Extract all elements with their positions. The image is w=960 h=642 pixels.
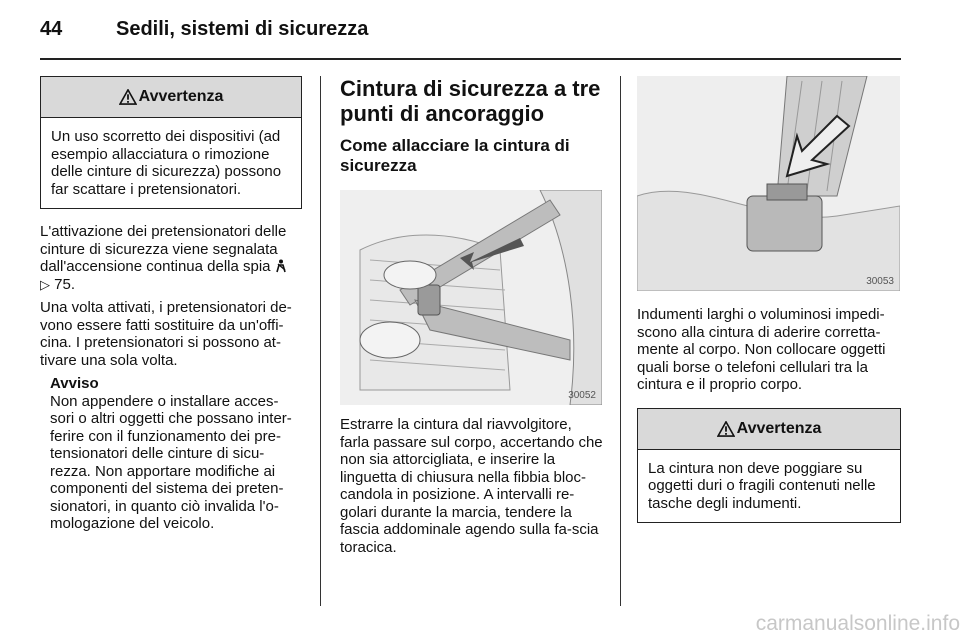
buckling-instructions	[340, 416, 605, 562]
warning-header	[638, 409, 900, 450]
warning-title: Avvertenza	[138, 88, 224, 106]
clothing-illustration	[637, 76, 900, 291]
warning-title: Avvertenza	[736, 419, 822, 437]
watermark: carmanualsonline.info	[755, 612, 960, 635]
note-text: Non appendere o installare acces-sori o altri oggetti che possano inter-ferire con il funzionamento dei pre-tensionatori delle cinture di sicu-rezza. Non apportare modifiche ai componenti del sistema dei preten-sionatori, in quanto ciò invalida l'o-mologazione del veicolo.	[50, 392, 292, 532]
page-reference[interactable]: 75.	[54, 275, 76, 293]
page-header	[30, 14, 900, 54]
activation-text: L'attivazione dei pretensionatori delle cinture di sicurezza viene segnalata dall'accensione continua della spia	[40, 223, 287, 275]
note-block	[40, 375, 302, 533]
column-divider	[620, 76, 621, 606]
paragraph: Indumenti larghi o voluminosi impedi-scono alla cintura di aderire corretta-mente al corpo. Non collocare oggetti quali borse o telefoni cellulari tra la cintura e il proprio corpo.	[637, 306, 886, 393]
page-number: 44	[40, 18, 63, 40]
figure-number: 30052	[568, 390, 596, 401]
seatbelt-warning-lamp-icon	[275, 259, 287, 273]
paragraph	[40, 223, 302, 293]
subsection-heading: Come allacciare la cintura di sicurezza	[340, 136, 570, 175]
warning-triangle-icon	[717, 421, 735, 437]
column-right	[637, 306, 901, 523]
section-heading: Cintura di sicurezza a tre punti di ancoraggio	[340, 76, 601, 126]
figure-number: 30053	[866, 276, 894, 287]
column-divider	[320, 76, 321, 606]
buckling-illustration	[340, 190, 602, 405]
header-rule	[40, 58, 901, 60]
column-left	[40, 76, 302, 533]
warning-header	[41, 77, 301, 118]
paragraph: Estrarre la cintura dal riavvolgitore, farla passare sul corpo, accertando che non sia attorcigliata, e inserire la linguetta di chiusura nella fibbia bloc-candola in posizione. A intervalli re-golari durante la marcia, tendere la fascia addominale agendo sulla fa-scia toracica.	[340, 416, 603, 556]
warning-triangle-icon	[119, 89, 137, 105]
warning-box	[637, 408, 901, 524]
buckling-illustration-drawing	[340, 190, 602, 405]
warning-text: Un uso scorretto dei dispositivi (ad esempio allacciatura o rimozione delle cinture di sicurezza) possono far scattare i pretensionatori.	[51, 128, 282, 198]
warning-box	[40, 76, 302, 209]
column-middle	[340, 76, 602, 184]
section-title: Sedili, sistemi di sicurezza	[116, 18, 369, 40]
warning-text: La cintura non deve poggiare su oggetti duri o fragili contenuti nelle tasche degli indumenti.	[648, 459, 876, 512]
page-reference-arrow-icon: ▷	[40, 276, 50, 292]
clothing-illustration-drawing	[637, 76, 900, 291]
note-title: Avviso	[50, 375, 99, 392]
paragraph: Una volta attivati, i pretensionatori de-vono essere fatti sostituire da un'offi-cina. I pretensionatori si possono at-tivare una sola volta.	[40, 299, 292, 369]
